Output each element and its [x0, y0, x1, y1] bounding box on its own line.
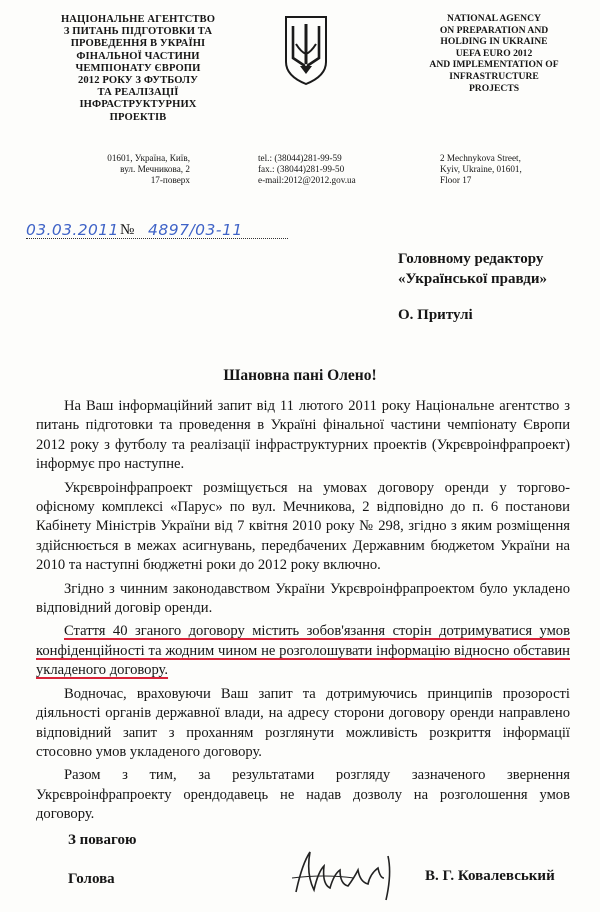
- trident-emblem-icon: [283, 14, 329, 86]
- letterhead-en-address: [440, 153, 560, 187]
- signer-position: Голова: [68, 871, 115, 887]
- ua-title-line: ЧЕМПІОНАТУ ЄВРОПИ: [75, 62, 201, 74]
- paragraph-1: На Ваш інформаційний запит від 11 лютого 2011 року Національне агентство з питань підготовки та проведення в Україні фінальної частини чемпіонату Європи 2012 року з футболу та реалізації інфраструктурних проектів (Укрєвроінфрапроект) інформує про наступне.: [36, 398, 570, 473]
- addressee-line-1: Головному редактору: [398, 251, 544, 267]
- registration-number: 4897/03-11: [148, 221, 243, 239]
- salutation: Шановна пані Олено!: [223, 367, 377, 384]
- paragraph-5: Водночас, враховуючи Ваш запит та дотримуючись принципів прозорості діяльності органів державної влади, на адресу сторони договору оренди направлено відповідний запит з проханням розглянути можливість розкриття інформації стосовно умов укладеного договору.: [36, 685, 570, 760]
- en-address-line: Kyiv, Ukraine, 01601,: [440, 164, 522, 175]
- addressee-line-2: «Української правди»: [398, 271, 547, 287]
- en-title-line: HOLDING IN UKRAINE: [440, 36, 548, 48]
- letterhead-ua-address: [60, 153, 190, 187]
- ua-title-line: З ПИТАНЬ ПІДГОТОВКИ ТА: [63, 26, 213, 38]
- contact-line: tel.: (38044)281-99-59: [258, 153, 342, 163]
- ua-address-line: 17-поверх: [150, 175, 190, 186]
- ua-title-line: ФІНАЛЬНОЇ ЧАСТИНИ: [76, 50, 200, 62]
- en-title-line: ON PREPARATION AND: [439, 24, 549, 36]
- number-sign: №: [120, 222, 135, 238]
- paragraph-6: Разом з тим, за результатами розгляду зазначеного звернення Укрєвроінфрапроекту орендодавець не надав дозволу на розголошення умов договору.: [36, 767, 570, 823]
- ua-title-line: ТА РЕАЛІЗАЦІЇ: [97, 87, 179, 99]
- contact-line: e-mail:2012@2012.gov.ua: [258, 175, 356, 186]
- ua-address-line: 01601, Україна, Київ,: [107, 153, 190, 163]
- paragraph-3: Згідно з чинним законодавством України Укрєвроінфрапроектом було укладено відповідний договір оренди.: [36, 580, 570, 617]
- signer-name: В. Г. Ковалевський: [425, 868, 555, 884]
- en-title-line: UEFA EURO 2012: [455, 47, 533, 59]
- contact-line: fax.: (38044)281-99-50: [258, 164, 345, 175]
- en-address-line: 2 Mechnykova Street,: [440, 153, 521, 163]
- paragraph-4-underlined: [36, 622, 570, 680]
- registration-date: 03.03.2011: [26, 221, 119, 239]
- underlined-text: Стаття 40 зганого договору містить зобов'язання сторін дотримуватися умов конфіденційності та жодним чином не розголошувати інформацію відносно обставин укладеного договору.: [36, 623, 570, 679]
- en-address-line: Floor 17: [440, 175, 472, 186]
- closing: З повагою: [68, 832, 137, 848]
- registration-line: [26, 221, 286, 245]
- en-title-line: PROJECTS: [468, 82, 520, 94]
- en-title-line: AND IMPLEMENTATION OF: [429, 59, 559, 71]
- ua-title-line: 2012 РОКУ З ФУТБОЛУ: [78, 75, 198, 87]
- ua-address-line: вул. Мечникова, 2: [120, 164, 190, 175]
- en-title-line: NATIONAL AGENCY: [447, 13, 541, 24]
- handwritten-signature-icon: [284, 844, 404, 904]
- dotted-rule: [26, 238, 288, 240]
- letterhead-en-title: [414, 13, 574, 94]
- letter-body: [36, 397, 570, 829]
- ua-title-line: ПРОВЕДЕННЯ В УКРАЇНІ: [70, 38, 206, 50]
- letterhead-contacts: [258, 153, 388, 187]
- ua-title-line: ІНФРАСТРУКТУРНИХ: [79, 99, 197, 111]
- letterhead-ua-title: [38, 14, 238, 124]
- ua-title-line: ПРОЕКТІВ: [109, 111, 167, 123]
- addressee-name: О. Притулі: [398, 307, 473, 323]
- en-title-line: INFRASTRUCTURE: [449, 70, 539, 82]
- paragraph-2: Укрєвроінфрапроект розміщується на умовах договору оренди у торгово-офісному комплексі «Парус» по вул. Мечникова, 2 відповідно до п. 6 постанови Кабінету Міністрів України від 7 квітня 2010 року № 298, згідно з яким розміщення здійснюється в межах асигнувань, передбачених Державним бюджетом України на 2010 та наступні бюджетні роки до 2012 року включно.: [36, 479, 570, 574]
- ua-title-line: НАЦІОНАЛЬНЕ АГЕНТСТВО: [60, 14, 216, 25]
